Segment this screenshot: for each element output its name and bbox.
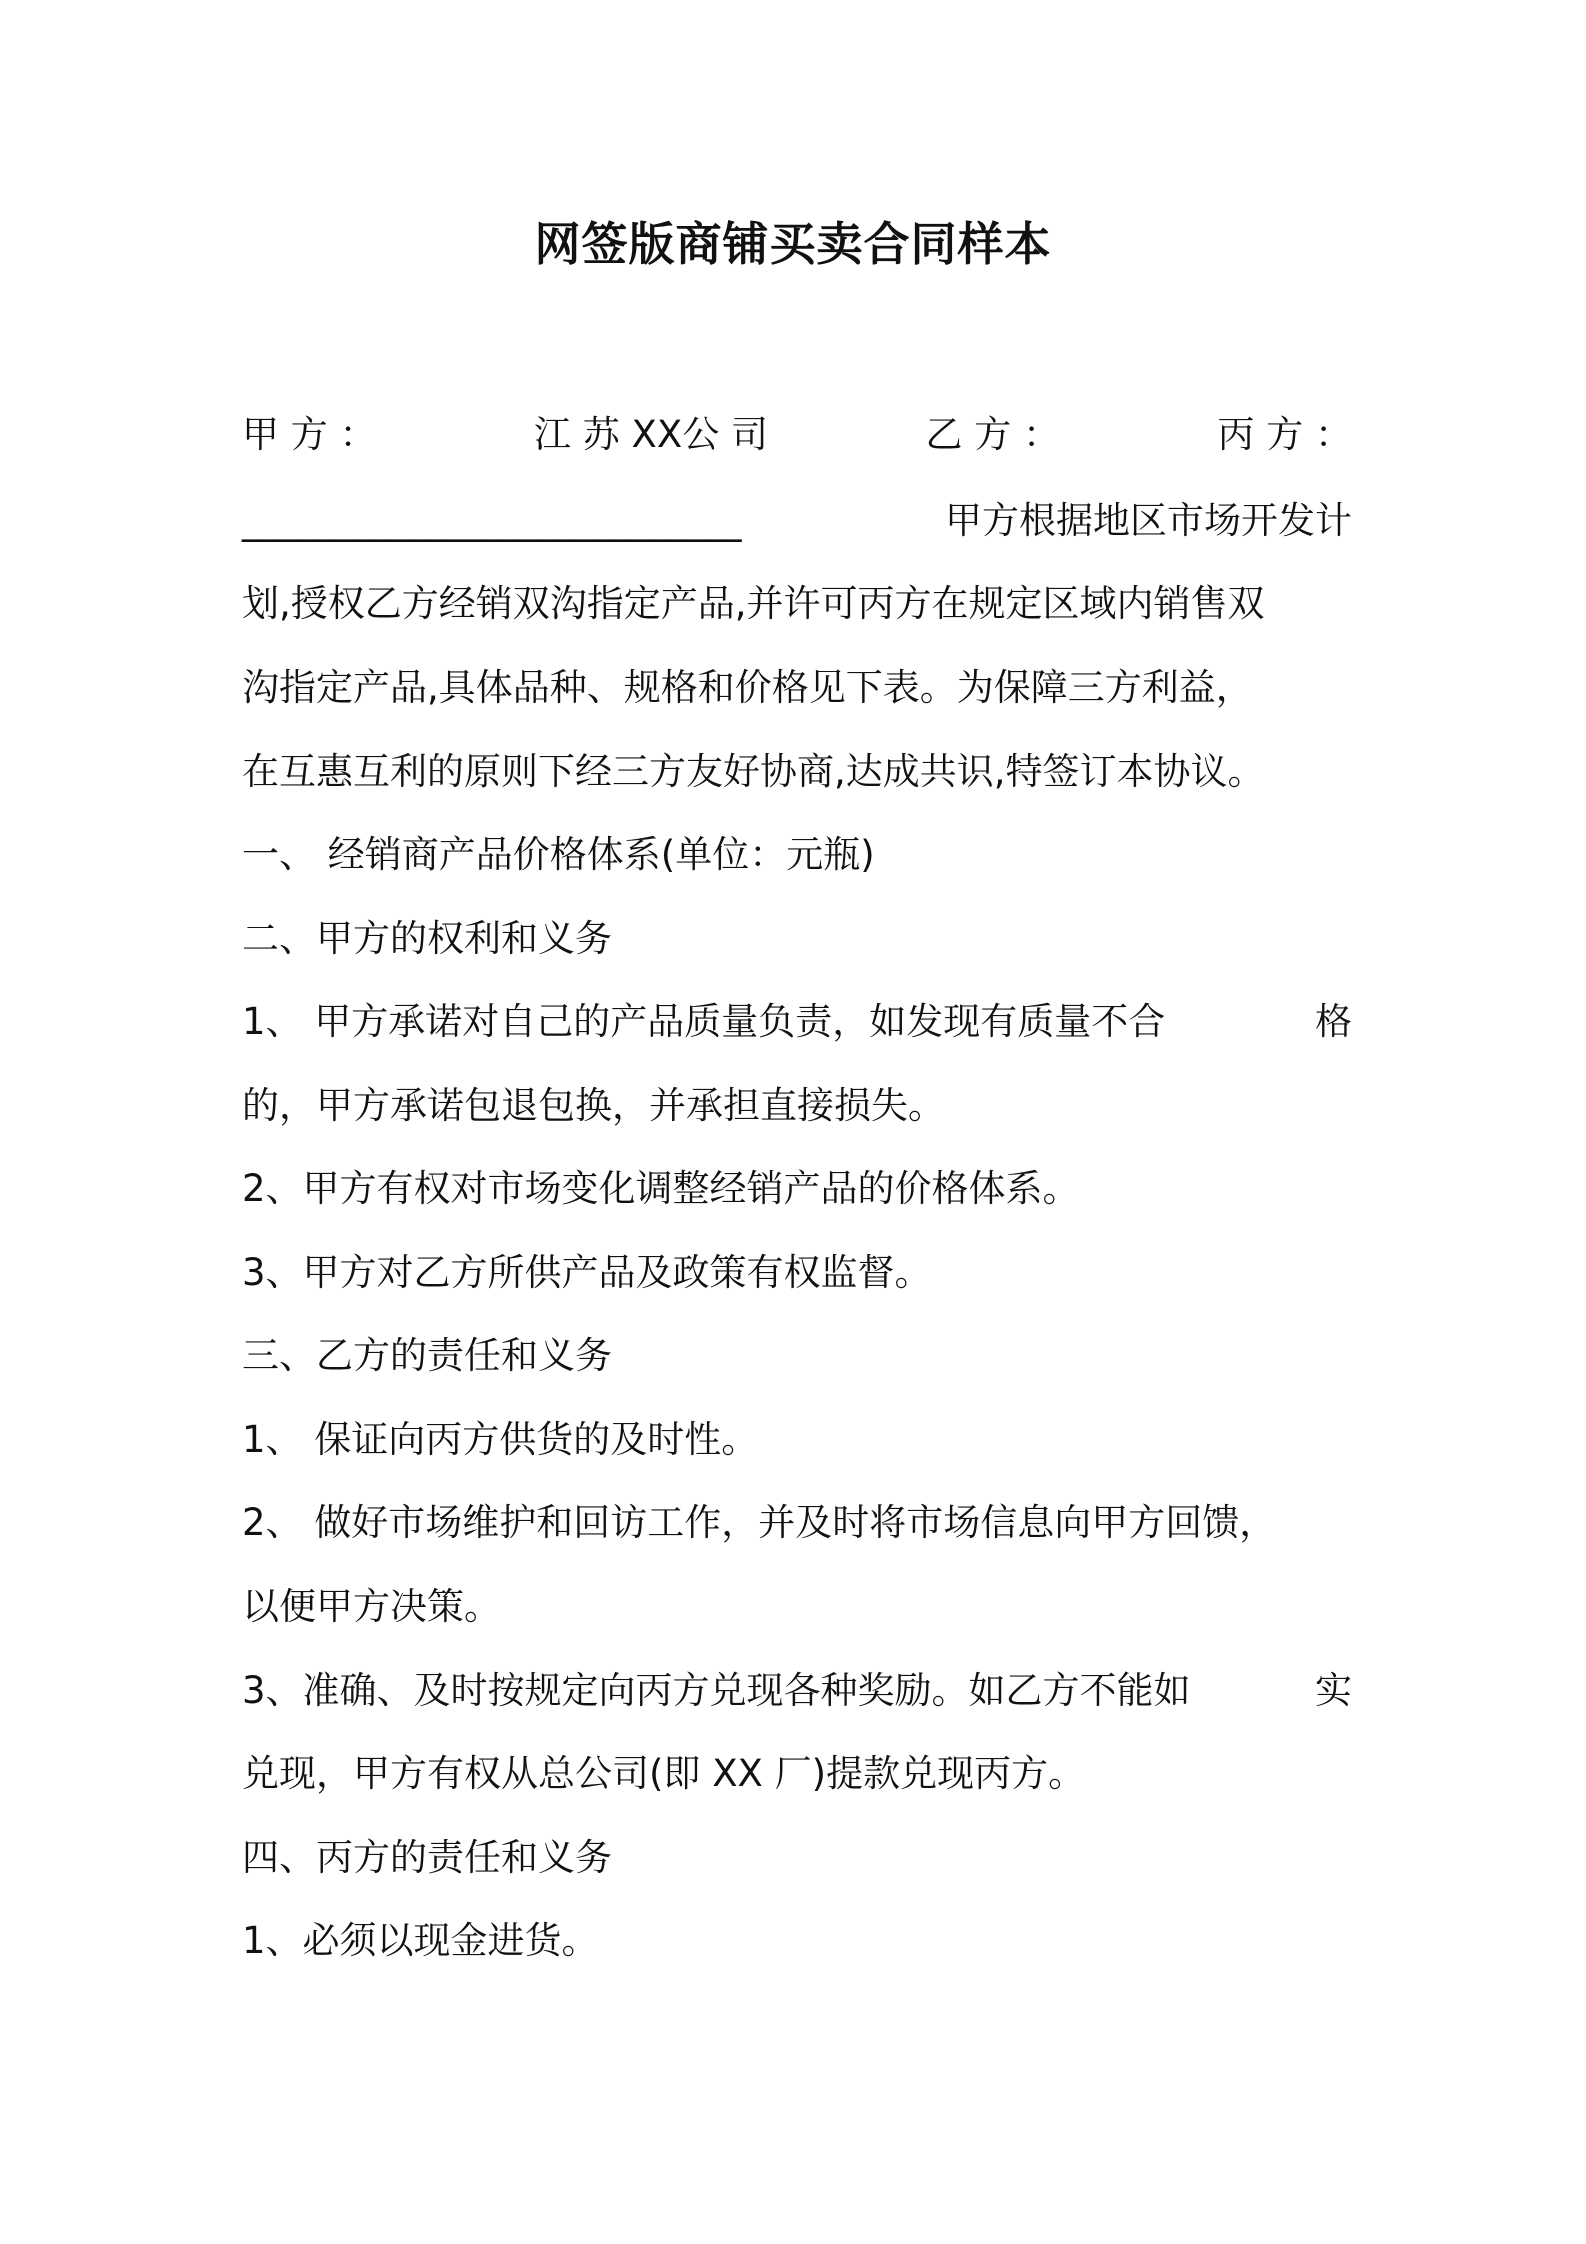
parties-line [242,410,1352,460]
section-3-item-3-tail: 实 [1315,1669,1352,1712]
document-title: 网签版商铺买卖合同样本 [534,217,1052,271]
party-a-label: 甲 方 ： [242,413,377,456]
section-3-item-3 [242,1666,1352,1716]
party-a-name: 江 苏 XX公 司 [534,413,768,456]
section-2-item-1-text: 1、 甲方承诺对自己的产品质量负责，如发现有质量不合 [242,1000,1166,1043]
section-2-heading: 二、甲方的权利和义务 [242,917,612,960]
intro-line-1 [242,496,1352,546]
signature-blank: ___________________________ [242,499,742,542]
party-c-label: 丙 方 ： [1217,413,1352,456]
section-2-item-1-tail: 格 [1315,1000,1352,1043]
section-2-item-1 [242,997,1352,1047]
section-3-item-3-cont: 兑现，甲方有权从总公司(即 XX 厂)提款兑现丙方。 [242,1752,1086,1795]
intro-line-4: 在互惠互利的原则下经三方友好协商,达成共识,特签订本协议。 [242,750,1265,793]
section-3-item-2: 2、 做好市场维护和回访工作，并及时将市场信息向甲方回馈， [242,1501,1277,1544]
section-4-item-1: 1、必须以现金进货。 [242,1919,599,1962]
section-4-heading: 四、丙方的责任和义务 [242,1836,612,1879]
section-2-item-1-cont: 的，甲方承诺包退包换，并承担直接损失。 [242,1084,945,1127]
section-1-heading: 一、 经销商产品价格体系(单位：元瓶) [242,833,875,876]
section-3-item-2-cont: 以便甲方决策。 [242,1585,501,1628]
section-2-item-2: 2、甲方有权对市场变化调整经销产品的价格体系。 [242,1167,1080,1210]
section-2-item-3: 3、甲方对乙方所供产品及政策有权监督。 [242,1251,932,1294]
section-3-item-1: 1、 保证向丙方供货的及时性。 [242,1418,759,1461]
party-b-label: 乙 方 ： [925,413,1060,456]
intro-line-1-text: 甲方根据地区市场开发计 [945,499,1352,542]
section-3-item-3-text: 3、准确、及时按规定向丙方兑现各种奖励。如乙方不能如 [242,1669,1191,1712]
intro-line-3: 沟指定产品,具体品种、规格和价格见下表。为保障三方利益， [242,666,1253,709]
intro-line-2: 划,授权乙方经销双沟指定产品,并许可丙方在规定区域内销售双 [242,582,1265,625]
section-3-heading: 三、乙方的责任和义务 [242,1334,612,1377]
